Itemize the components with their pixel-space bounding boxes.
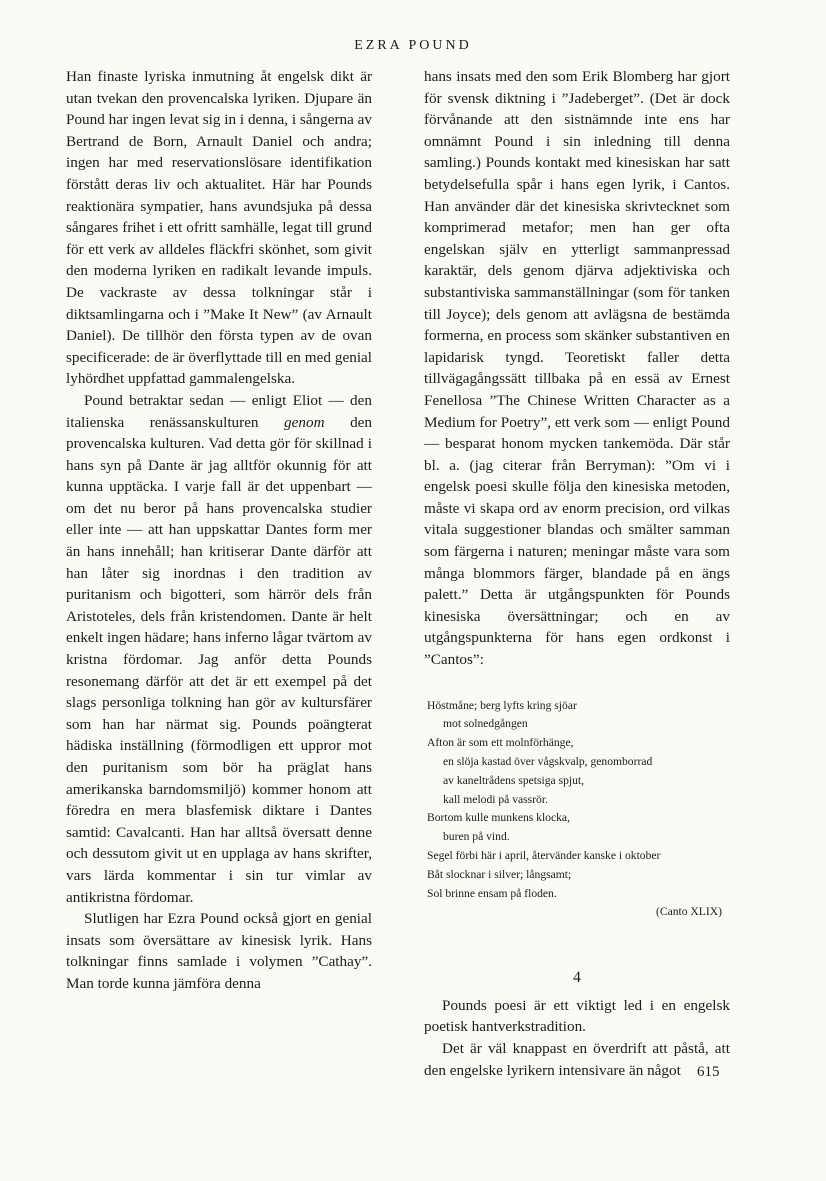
poem-line: Båt slocknar i silver; långsamt; <box>427 867 572 881</box>
running-title: EZRA POUND <box>354 38 472 53</box>
text-run: Pound betraktar sedan — enligt Eliot — den italienska <box>66 391 372 431</box>
poem-line: Segel förbi här i april, återvänder kanske i oktober <box>427 849 661 862</box>
poem-quote <box>427 697 730 923</box>
paragraph: hans insats med den som Erik Blomberg har gjort för svensk diktning i ”Jadeberget”. (Det är dock förvånande att den sistnämnde inte ens har omnämnt Pound i sin inledning till denna samling.) Pounds kontakt med kinesiskan har satt betydelsefulla spår i hans egen lyrik, i Cantos. Han använder där det kinesiska skrivtecknet som komprimerad metafor; men han ger ofta engelskan själv en ytterligt sammanpressad karaktär, dels genom djärva adjektiviska och substantiviska sammanställningar (som för tanken till Joyce); dels genom att avlägsna de bestämda formerna, en process som skänker substantiven en lapidarisk tyngd. Teoretiskt faller detta tillvägagångssätt tillbaka på en essä av Ernest Fenellosa ”The Chinese Written Character as a Medium for Poetry”, ett verk som — enligt Pound — besparat honom mycken tankemöda. Där står bl. a. (jag citerar från Berryman): ”Om vi i engelsk poesi skulle följa den kinesiska metoden, måste vi skapa ord av enorm precision, ord vilkas vitala suggestioner blandas och smälter samman som färgerna i naturen; meningar måste vara som många blommors färger, blandade på en ängs palett.” Detta är utgångspunkten för Pounds kinesiska översättningar; och en av utgångspunkterna för hans egen ordkonst i ”Cantos”: <box>424 68 730 669</box>
poem-line: Höstmåne; berg lyfts kring sjöar <box>427 698 577 712</box>
section-number: 4 <box>573 969 581 987</box>
paragraph: Han finaste lyriska inmutning åt engelsk dikt är utan tvekan den provencalska lyriken. Djupare än Pound har ingen levat sig in i denna, i sångerna av Bertrand de Born, Arnault Daniel och andra; ingen har med reservationslösare identifikation förstått deras liv och aktualitet. Här har Pounds reaktionära sympatier, hans avundsjuka på dessa sångares frihet i ett ofritt samhälle, legat till grund för ett verk av alldeles fläckfri skönhet, som givit den moderna lyriken en radikalt levande impuls. De vackraste av dessa tolkningar står i diktsamlingarna och i ”Make It New” (av Arnault Daniel). De tillhör den första typen av de ovan specificerade: de är överflyttade till en med genial lyhördhet uppfattad gammalengelska. <box>66 68 372 388</box>
poem-line: kall melodi på vassrör. <box>443 792 548 806</box>
text-run: renässanskulturen <box>149 413 259 431</box>
paragraph: Det är väl knappast en överdrift att påstå, att den engelske lyrikern intensivare än något <box>424 1039 730 1079</box>
right-column <box>424 66 730 1081</box>
left-column <box>66 66 372 995</box>
poem-source: (Canto XLIX) <box>655 905 722 919</box>
poem-line: av kaneltrådens spetsiga spjut, <box>443 773 585 787</box>
poem-line: mot solnedgången <box>443 717 528 731</box>
poem-line: Sol brinne ensam på floden. <box>427 886 557 900</box>
page-number: 615 <box>697 1064 720 1080</box>
poem-line: en slöja kastad över vågskvalp, genomborrad <box>443 755 653 769</box>
emphasis: genom <box>284 413 325 431</box>
text-run: den provencalska kulturen. Vad detta gör för skillnad i hans syn på Dante är jag alltför okunnig för att kunna upptäcka. I varje fall är det uppenbart — om det nu beror på hans provencalska studier eller inte — att han uppskattar Dantes form mer än hans innehåll; han kritiserar Dante därför att han låter sig inordnas i den tradition av puritanism och bigotteri, som härrör dels från Aristoteles, dels från kristendomen. Dante är helt enkelt ingen hädare; hans inferno lågar tvärtom av kristna fördomar. Jag anför detta Pounds resonemang därför att det är ett exempel på det slags personliga tolkning han gör av kultursfärer som han har närmat sig. Pounds poängterat hädiska inställning (förmodligen ett uppror mot den puritanism som bör ha präglat hans amerikanska barndomsmiljö) kommer honom att föredra en mera blasfemisk diktare i Dantes samtid: Cavalcanti. Han har alltså översatt denne och dessutom givit ut en upplaga av hans skrifter, vars lärda kommentar i sin tur vimlar av antikristna fördomar. <box>66 413 372 906</box>
paragraph <box>66 390 372 908</box>
paragraph: Pounds poesi är ett viktigt led i en engelsk poetisk hantverkstradition. <box>424 996 730 1036</box>
paragraph: Slutligen har Ezra Pound också gjort en genial insats som översättare av kinesisk lyrik. Hans tolkningar finns samlade i volymen ”Cathay”. Man torde kunna jämföra denna <box>66 910 372 992</box>
poem-line: Bortom kulle munkens klocka, <box>427 811 570 825</box>
poem-line: buren på vind. <box>443 830 510 844</box>
poem-line: Afton är som ett molnförhänge, <box>427 736 574 750</box>
